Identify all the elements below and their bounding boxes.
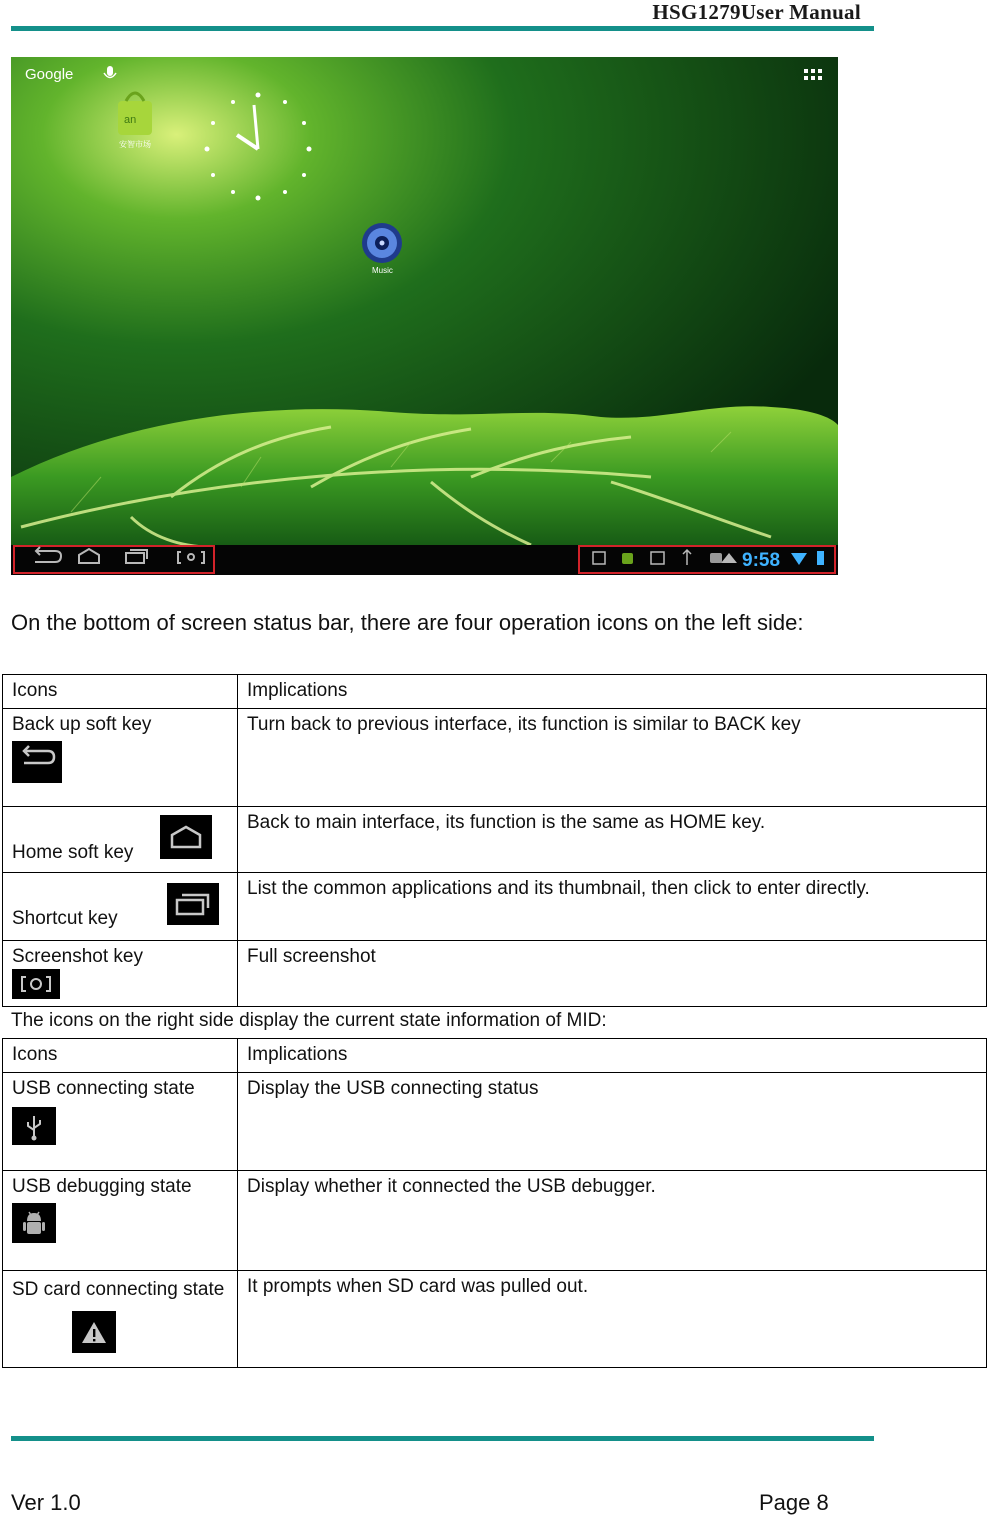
intro-paragraph: On the bottom of screen status bar, there are four operation icons on the left side: xyxy=(11,610,804,635)
implication-text: Display the USB connecting status xyxy=(238,1073,987,1171)
document-header-title: HSG1279User Manual xyxy=(652,0,861,24)
music-app-icon xyxy=(362,223,402,263)
tablet-home-screenshot xyxy=(11,57,838,575)
battery-icon xyxy=(817,551,824,565)
footer-version: Ver 1.0 xyxy=(11,1490,81,1515)
icon-label: USB connecting state xyxy=(12,1078,195,1099)
status-clock: 9:58 xyxy=(742,550,781,571)
back-arrow-icon xyxy=(12,741,62,783)
music-app-label: Music xyxy=(372,266,393,275)
column-header-icons: Icons xyxy=(3,1039,238,1073)
screenshot-icon xyxy=(12,969,60,999)
usb-icon xyxy=(12,1107,56,1145)
column-header-implications: Implications xyxy=(238,1039,987,1073)
column-header-implications: Implications xyxy=(238,675,987,709)
icon-label: SD card connecting state xyxy=(12,1279,225,1300)
implication-text: Display whether it connected the USB debugger. xyxy=(238,1171,987,1271)
table-row xyxy=(3,873,987,941)
table-row xyxy=(3,941,987,1007)
status-icons-table xyxy=(2,1038,987,1368)
implication-text: Full screenshot xyxy=(238,941,987,1007)
table-row xyxy=(3,1171,987,1271)
implication-text: List the common applications and its thumbnail, then click to enter directly. xyxy=(238,873,987,941)
svg-text:an: an xyxy=(124,114,137,126)
home-icon xyxy=(160,815,212,859)
icon-label: Back up soft key xyxy=(12,714,152,735)
implication-text: Back to main interface, its function is the same as HOME key. xyxy=(238,807,987,873)
implication-text: It prompts when SD card was pulled out. xyxy=(238,1271,987,1368)
implication-text: Turn back to previous interface, its function is similar to BACK key xyxy=(238,709,987,807)
right-side-note: The icons on the right side display the current state information of MID: xyxy=(11,1010,607,1031)
icon-label: Home soft key xyxy=(12,842,134,863)
footer-rule xyxy=(11,1436,874,1441)
header-rule xyxy=(11,26,874,31)
table-header-row xyxy=(3,1039,987,1073)
table-row xyxy=(3,1073,987,1171)
footer-page-number: Page 8 xyxy=(759,1490,829,1515)
google-search-label: Google xyxy=(25,66,74,83)
icon-label: USB debugging state xyxy=(12,1176,192,1197)
icon-label: Screenshot key xyxy=(12,946,143,967)
table-row xyxy=(3,709,987,807)
android-debug-icon xyxy=(12,1203,56,1243)
warning-icon xyxy=(72,1311,116,1353)
recent-apps-icon xyxy=(167,883,219,925)
icon-label: Shortcut key xyxy=(12,908,118,929)
column-header-icons: Icons xyxy=(3,675,238,709)
table-header-row xyxy=(3,675,987,709)
app-store-label: 安智市场 xyxy=(119,140,151,149)
operation-icons-table xyxy=(2,674,987,1007)
table-row xyxy=(3,1271,987,1368)
table-row xyxy=(3,807,987,873)
